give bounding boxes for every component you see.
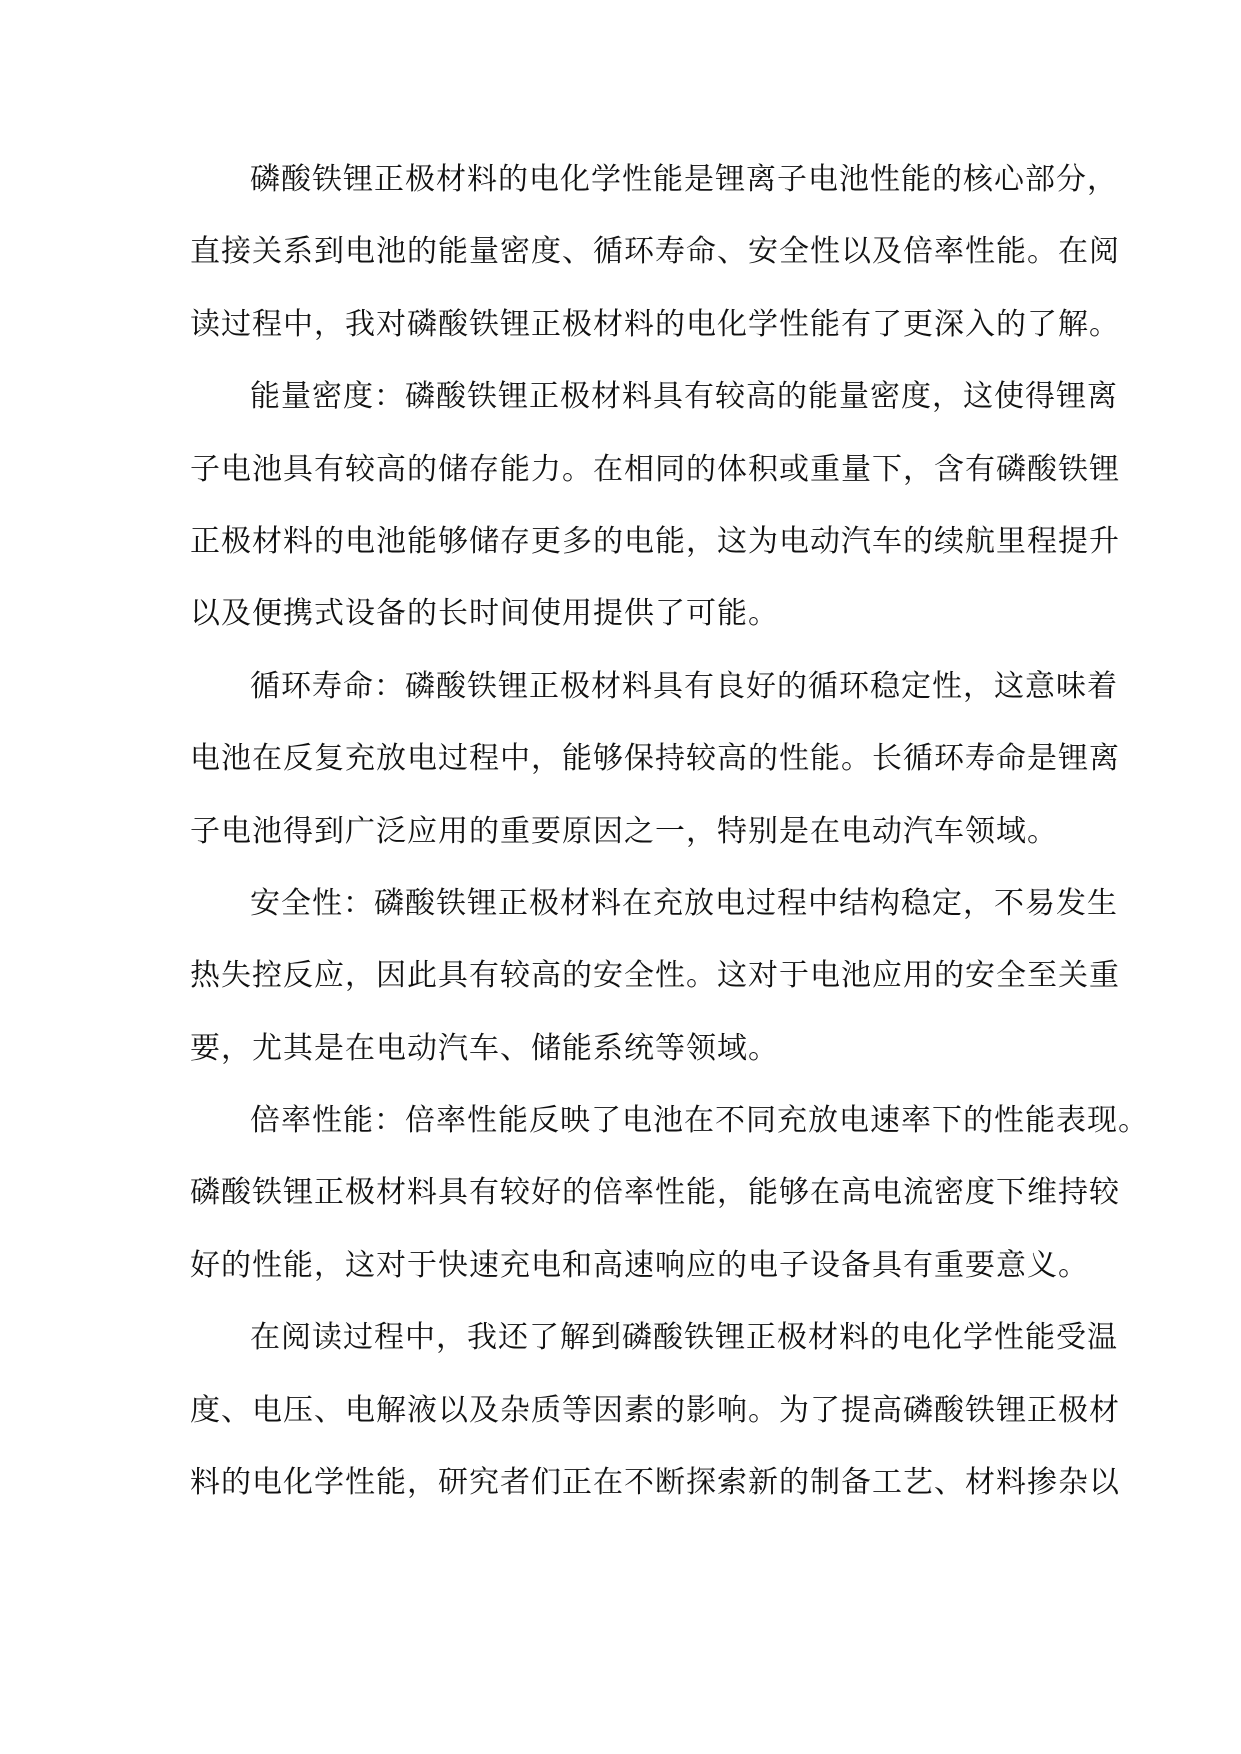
text-line: 度、电压、电解液以及杂质等因素的影响。为了提高磷酸铁锂正极材 xyxy=(190,1392,1120,1428)
text-line: 正极材料的电池能够储存更多的电能，这为电动汽车的续航里程提升 xyxy=(190,523,1120,559)
text-line: 要，尤其是在电动汽车、储能系统等领域。 xyxy=(190,1030,779,1066)
text-line: 料的电化学性能，研究者们正在不断探索新的制备工艺、材料掺杂以 xyxy=(190,1465,1120,1501)
text-line: 安全性：磷酸铁锂正极材料在充放电过程中结构稳定，不易发生 xyxy=(250,885,1118,921)
text-line: 子电池得到广泛应用的重要原因之一，特别是在电动汽车领域。 xyxy=(190,813,1058,849)
paragraph-safety xyxy=(190,868,1120,1085)
text-line: 电池在反复充放电过程中，能够保持较高的性能。长循环寿命是锂离 xyxy=(190,741,1120,777)
paragraph-cycle-life xyxy=(190,651,1120,868)
paragraph-factors xyxy=(190,1302,1120,1519)
text-line: 磷酸铁锂正极材料具有较好的倍率性能，能够在高电流密度下维持较 xyxy=(190,1175,1120,1211)
text-line: 热失控反应，因此具有较高的安全性。这对于电池应用的安全至关重 xyxy=(190,958,1120,994)
text-line: 循环寿命：磷酸铁锂正极材料具有良好的循环稳定性，这意味着 xyxy=(250,668,1118,704)
text-line: 直接关系到电池的能量密度、循环寿命、安全性以及倍率性能。在阅 xyxy=(190,234,1120,270)
text-line: 子电池具有较高的储存能力。在相同的体积或重量下，含有磷酸铁锂 xyxy=(190,451,1120,487)
paragraph-energy-density xyxy=(190,361,1120,651)
text-line: 好的性能，这对于快速充电和高速响应的电子设备具有重要意义。 xyxy=(190,1247,1089,1283)
text-line: 在阅读过程中，我还了解到磷酸铁锂正极材料的电化学性能受温 xyxy=(250,1320,1118,1356)
text-line: 磷酸铁锂正极材料的电化学性能是锂离子电池性能的核心部分， xyxy=(250,162,1118,197)
text-line: 以及便携式设备的长时间使用提供了可能。 xyxy=(190,596,779,632)
paragraph-intro xyxy=(190,144,1120,361)
text-line: 倍率性能：倍率性能反映了电池在不同充放电速率下的性能表现。 xyxy=(250,1103,1149,1139)
paragraph-rate-performance xyxy=(190,1085,1149,1302)
document-body xyxy=(190,144,1149,1519)
text-line: 能量密度：磷酸铁锂正极材料具有较高的能量密度，这使得锂离 xyxy=(250,379,1118,415)
text-line: 读过程中，我对磷酸铁锂正极材料的电化学性能有了更深入的了解。 xyxy=(190,306,1120,342)
